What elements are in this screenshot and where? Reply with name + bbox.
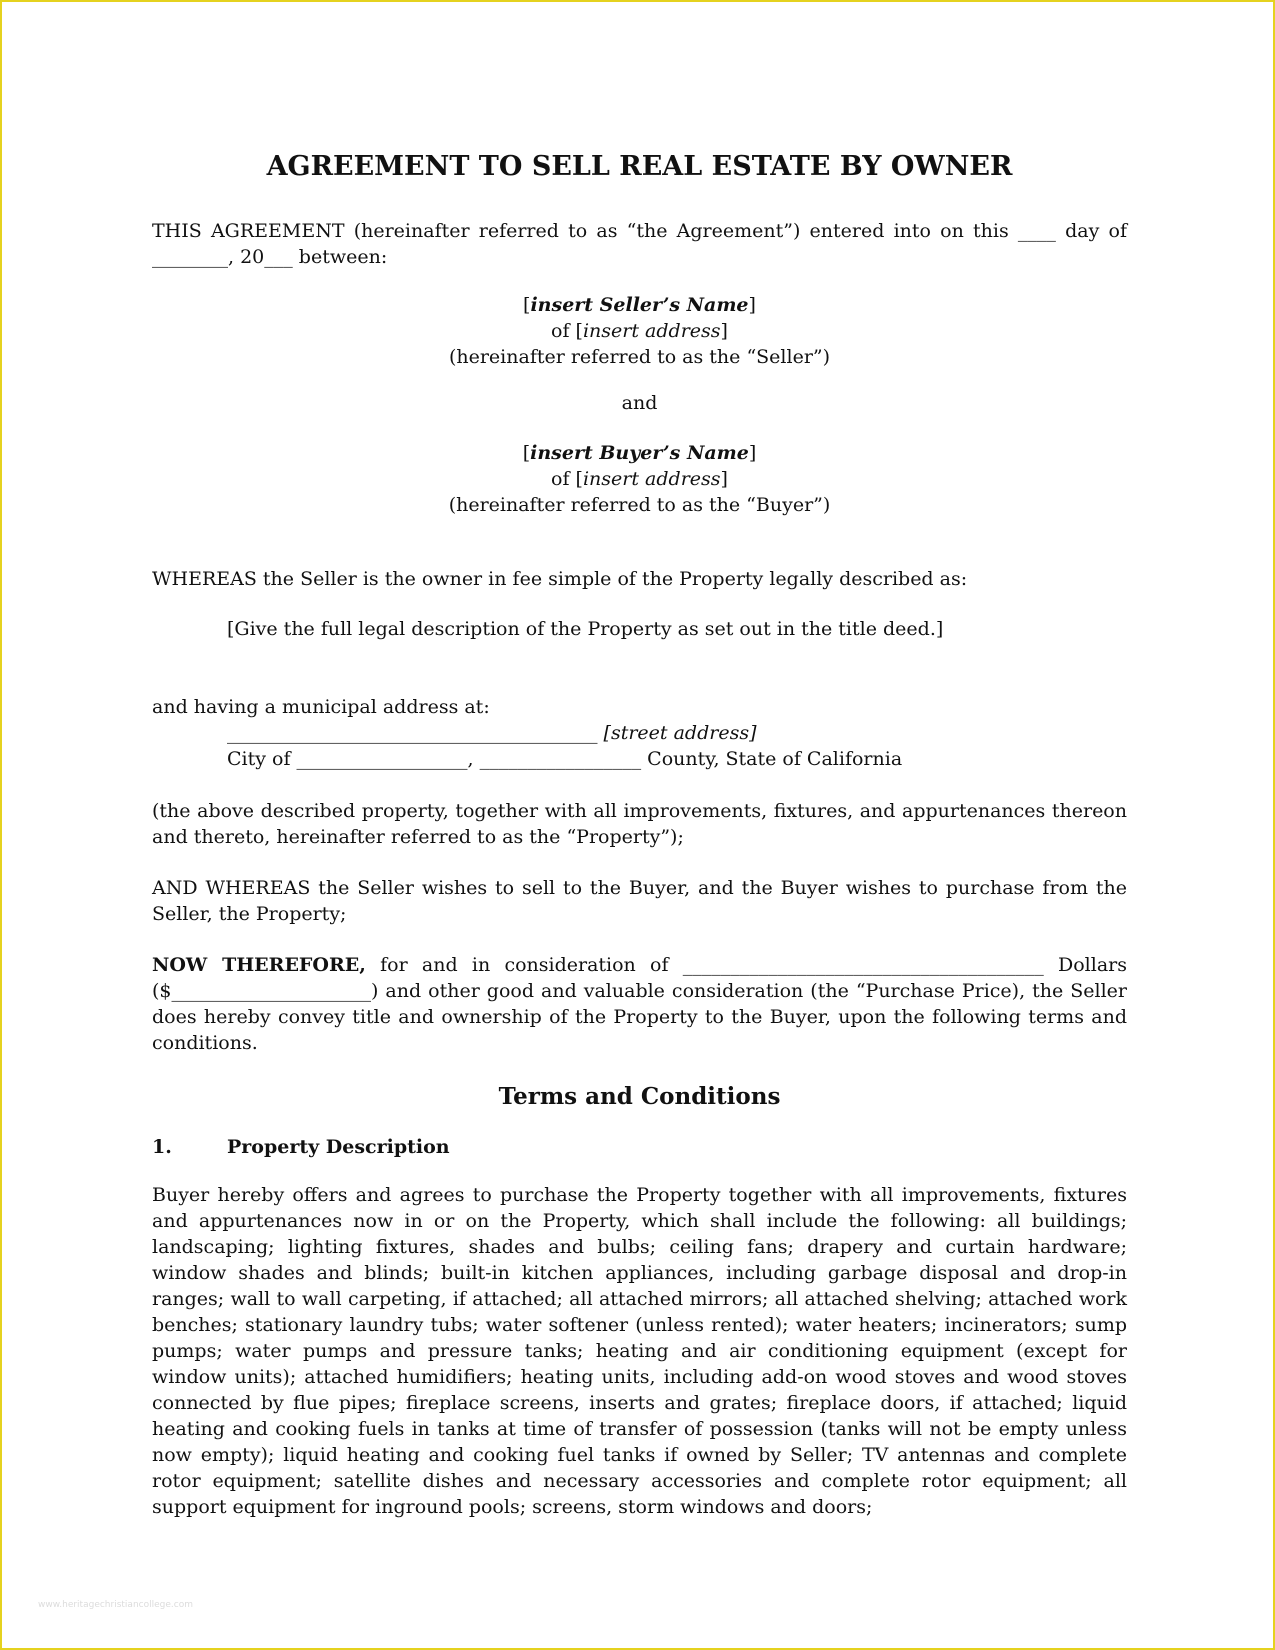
street-address-label: [street address] [603, 722, 757, 744]
section-1-body [152, 1182, 1127, 1520]
whereas-1-text: WHEREAS the Seller is the owner in fee simple of the Property legally described as: [152, 568, 968, 590]
buyer-address-prefix: of [ [551, 468, 583, 490]
seller-name-placeholder: insert Seller’s Name [530, 294, 749, 316]
document-title: AGREEMENT TO SELL REAL ESTATE BY OWNER [266, 151, 1013, 182]
seller-address-suffix: ] [720, 320, 728, 342]
whereas-1 [152, 566, 1127, 592]
whereas-2 [152, 875, 1127, 927]
intro-line-2: ________, 20___ between: [152, 246, 388, 268]
section-1-number: 1. [152, 1136, 172, 1158]
buyer-name-line: [insert Buyer’s Name] [522, 442, 757, 464]
watermark-text: www.heritagechristiancollege.com [38, 1600, 193, 1610]
and-word: and [621, 392, 658, 414]
intro-paragraph [152, 218, 1127, 270]
above-described [152, 798, 1127, 850]
buyer-block [152, 440, 1127, 518]
seller-name-line: [insert Seller’s Name] [523, 294, 756, 316]
buyer-referred: (hereinafter referred to as the “Buyer”) [448, 494, 831, 516]
seller-address-placeholder: insert address [582, 320, 721, 342]
buyer-address-placeholder: insert address [582, 468, 721, 490]
section-1-heading [152, 1134, 1127, 1160]
and-divider [152, 390, 1127, 416]
buyer-name-placeholder: insert Buyer’s Name [530, 442, 749, 464]
buyer-address-suffix: ] [720, 468, 728, 490]
now-therefore-rest: for and in consideration of ______________________________________ Dollars ($_____________________) and other good and valuable consideration (the “Purchase Price), the Seller does hereby convey title and ownership of the Property to the Buyer, upon the following terms and conditions. [152, 954, 1127, 1054]
now-therefore-text [152, 952, 1127, 1056]
city-county-line: City of __________________, _________________ County, State of California [227, 748, 903, 770]
terms-heading: Terms and Conditions [498, 1083, 781, 1110]
now-therefore [152, 952, 1127, 1056]
intro-line-1: THIS AGREEMENT (hereinafter referred to as “the Agreement”) entered into on this ____ day of [152, 220, 1127, 242]
seller-address-prefix: of [ [551, 320, 583, 342]
municipal-address [152, 694, 1127, 772]
whereas-2-text: AND WHEREAS the Seller wishes to sell to the Buyer, and the Buyer wishes to purchase from the Seller, the Property; [152, 877, 1127, 925]
seller-address-line [152, 318, 1127, 344]
street-address-blank: _______________________________________ [227, 722, 598, 744]
legal-description [152, 616, 1127, 642]
section-1-title: Property Description [227, 1136, 450, 1158]
street-address-line [152, 720, 1127, 746]
seller-block [152, 292, 1127, 370]
municipal-intro: and having a municipal address at: [152, 696, 490, 718]
section-1-body-text: Buyer hereby offers and agrees to purchase the Property together with all improvements, fixtures and appurtenances now in or on the Property, which shall include the following: all buildings; landscaping; lighting fixtures, shades and bulbs; ceiling fans; drapery and curtain hardware; window shades and blinds; built-in kitchen appliances, including garbage disposal and drop-in ranges; wall to wall carpeting, if attached; all attached mirrors; all attached shelving; attached work benches; stationary laundry tubs; water softener (unless rented); water heaters; incinerators; sump pumps; water pumps and pressure tanks; heating and air conditioning equipment (except for window units); attached humidifiers; heating units, including add-on wood stoves and wood stoves connected by flue pipes; fireplace screens, inserts and grates; fireplace doors, if attached; liquid heating and cooking fuels in tanks at time of transfer of possession (tanks will not be empty unless now empty); liquid heating and cooking fuel tanks if owned by Seller; TV antennas and complete rotor equipment; satellite dishes and necessary accessories and complete rotor equipment; all support equipment for inground pools; screens, storm windows and doors; [152, 1184, 1127, 1518]
buyer-address-line [152, 466, 1127, 492]
legal-description-text: [Give the full legal description of the Property as set out in the title deed.] [227, 618, 944, 640]
above-described-text: (the above described property, together with all improvements, fixtures, and appurtenances thereon and thereto, hereinafter referred to as the “Property”); [152, 800, 1127, 848]
now-therefore-lead: NOW THEREFORE, [152, 954, 366, 976]
seller-referred: (hereinafter referred to as the “Seller”) [448, 346, 831, 368]
